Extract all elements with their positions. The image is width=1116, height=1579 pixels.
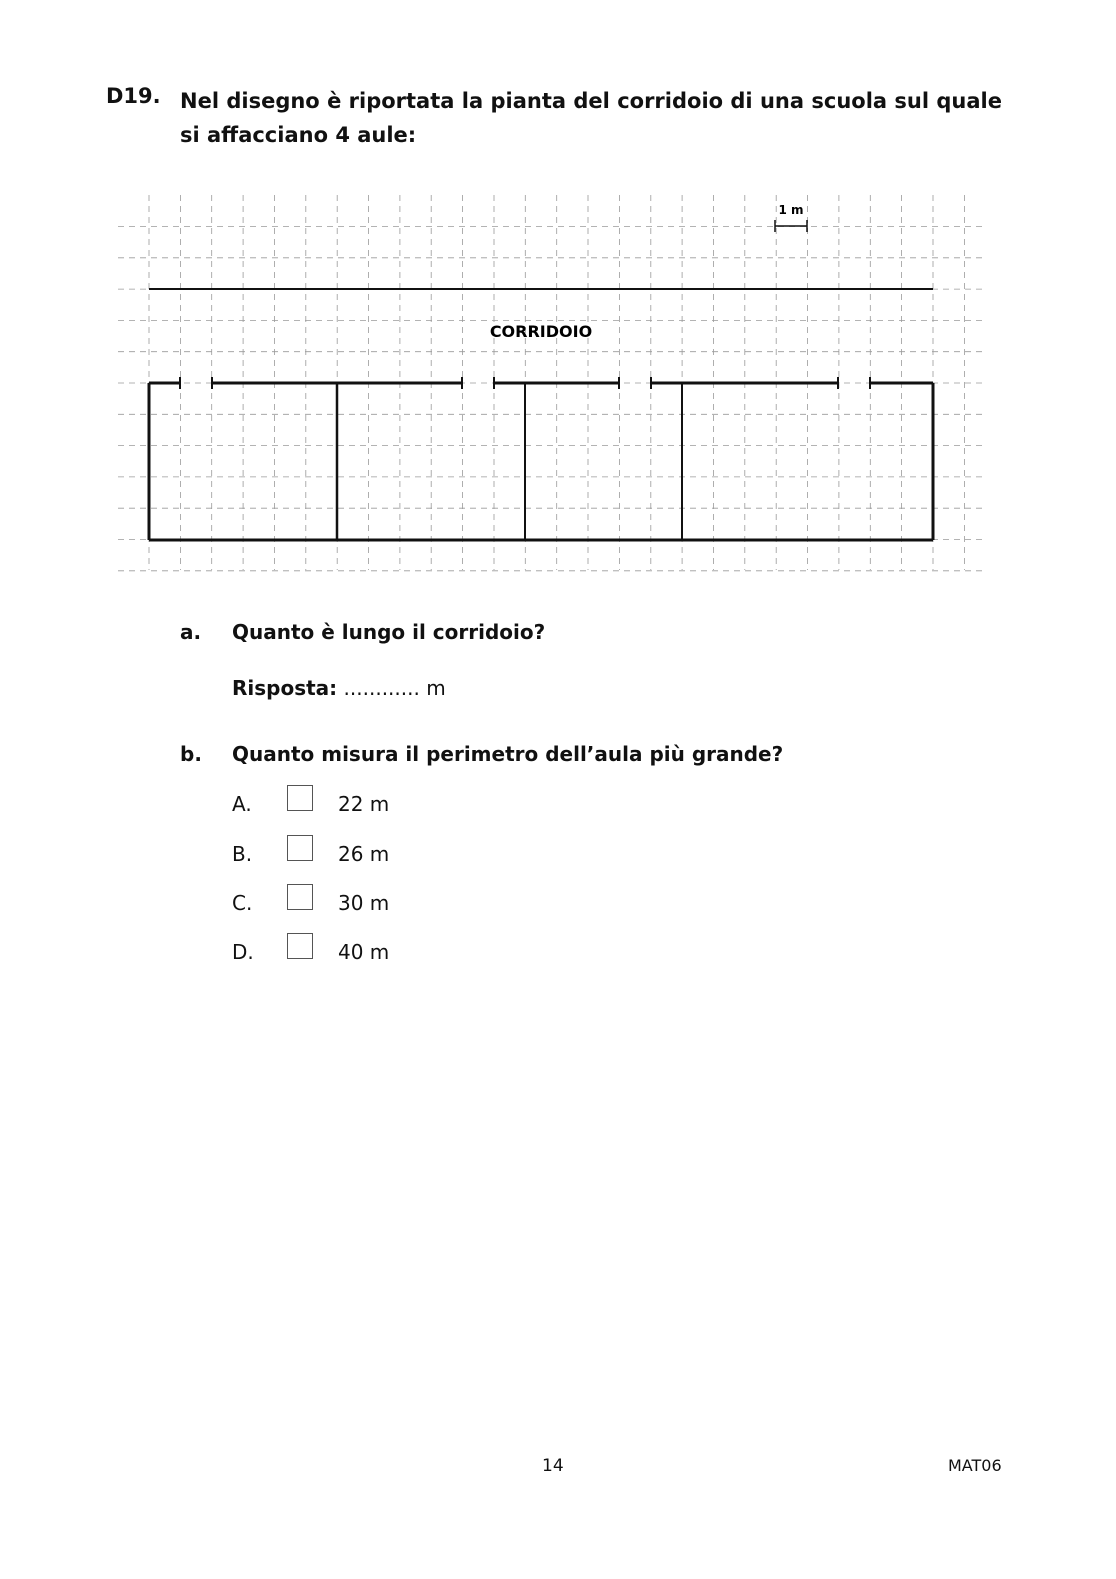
option-b-checkbox[interactable] — [287, 835, 313, 861]
option-letter: D. — [232, 940, 254, 964]
scale-bar — [775, 203, 807, 232]
question-text: Nel disegno è riportata la pianta del corridoio di una scuola sul quale si affacciano 4 aule: — [180, 89, 1002, 147]
option-c-checkbox[interactable] — [287, 884, 313, 910]
option-d-checkbox[interactable] — [287, 933, 313, 959]
page-number: 14 — [542, 1456, 564, 1476]
part-b-letter: b. — [180, 742, 202, 766]
part-b-question: Quanto misura il perimetro dell’aula più grande? — [232, 742, 784, 766]
part-a-letter: a. — [180, 620, 202, 644]
corridor-label: CORRIDOIO — [489, 322, 593, 341]
option-a-checkbox[interactable] — [287, 785, 313, 811]
document-code: MAT06 — [948, 1456, 1002, 1475]
answer-blank[interactable]: ............ m — [337, 676, 446, 700]
option-value: 22 m — [338, 792, 390, 816]
scale-label: 1 m — [778, 203, 804, 217]
question-number: D19. — [106, 84, 161, 108]
option-value: 26 m — [338, 842, 390, 866]
option-value: 40 m — [338, 940, 390, 964]
answer-label: Risposta: — [232, 676, 338, 700]
option-letter: A. — [232, 792, 252, 816]
option-letter: B. — [232, 842, 253, 866]
part-a-answer-line — [232, 676, 446, 700]
option-letter: C. — [232, 891, 253, 915]
floor-plan-figure — [0, 0, 1116, 600]
part-a-question: Quanto è lungo il corridoio? — [232, 620, 546, 644]
option-value: 30 m — [338, 891, 390, 915]
classrooms — [149, 383, 933, 540]
